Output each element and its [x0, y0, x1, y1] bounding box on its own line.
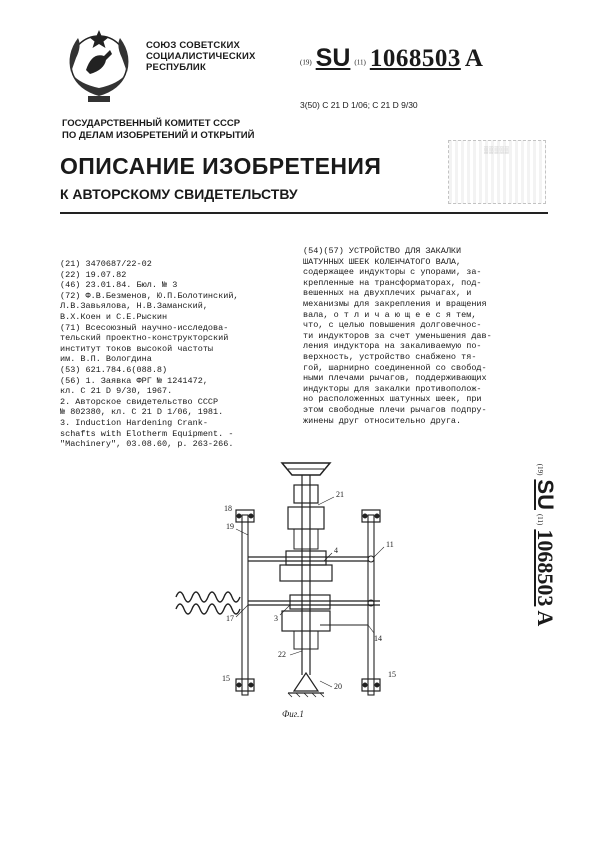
- claim-text: [303, 246, 548, 426]
- side-number-code: (11): [536, 513, 544, 526]
- country-label: SU: [315, 44, 351, 72]
- figure-label: 15: [388, 670, 396, 679]
- biblio-line: кл. С 21 D 9/30, 1967.: [60, 386, 173, 397]
- document-subtitle: К АВТОРСКОМУ СВИДЕТЕЛЬСТВУ: [60, 186, 298, 202]
- biblio-line: (53) 621.784.6(088.8): [60, 364, 168, 375]
- org-line-1: СОЮЗ СОВЕТСКИХ: [146, 40, 241, 51]
- biblio-line: институт токов высокой частоты: [60, 343, 214, 354]
- committee-name: [62, 118, 254, 142]
- org-line-2: СОЦИАЛИСТИЧЕСКИХ: [146, 51, 256, 62]
- claim-line: ными плечами рычагов, поддерживающих: [303, 373, 487, 384]
- claim-line: ления индуктора на закаливаемую по-: [303, 341, 482, 352]
- figure-label: 14: [374, 634, 382, 643]
- figure-label: 15: [222, 674, 230, 683]
- biblio-line: В.Х.Коен и С.Е.Рыскин: [60, 311, 168, 322]
- biblio-line: (56) 1. Заявка ФРГ № 1241472,: [60, 375, 208, 386]
- figure-label: 20: [334, 682, 342, 691]
- committee-line-1: ГОСУДАРСТВЕННЫЙ КОМИТЕТ СССР: [62, 118, 241, 129]
- claim-line: вешенных на двухплечих рычагах, и: [303, 288, 472, 299]
- figure-label: 11: [386, 540, 394, 549]
- biblio-line: тельский проектно-конструкторский: [60, 333, 229, 344]
- org-line-3: РЕСПУБЛИК: [146, 62, 206, 73]
- claim-line: ШАТУННЫХ ШЕЕК КОЛЕНЧАТОГО ВАЛА,: [303, 256, 462, 267]
- claim-line: ти индукторов за счет уменьшения дав-: [303, 330, 492, 341]
- committee-line-2: ПО ДЕЛАМ ИЗОБРЕТЕНИЙ И ОТКРЫТИЙ: [62, 130, 255, 141]
- biblio-line: им. В.П. Вологдина: [60, 354, 152, 365]
- claim-line: крепленные на трансформаторах, под-: [303, 277, 482, 288]
- biblio-line: (46) 23.01.84. Бюл. № 3: [60, 280, 178, 291]
- country-code-label: (19): [300, 58, 312, 67]
- claim-line: вала, о т л и ч а ю щ е е с я тем,: [303, 309, 477, 320]
- patent-number-value: 1068503: [369, 45, 461, 72]
- document-title: ОПИСАНИЕ ИЗОБРЕТЕНИЯ: [60, 153, 382, 179]
- figure-caption: Фиг.1: [282, 709, 304, 719]
- header-divider: [60, 212, 548, 214]
- figure-label: 17: [226, 614, 234, 623]
- claim-line: этом свободные плечи рычагов подпру-: [303, 404, 487, 415]
- side-country-code: (19): [536, 463, 544, 476]
- patent-number: [300, 44, 483, 73]
- figure-label: 22: [278, 650, 286, 659]
- side-patent-number: [525, 430, 565, 660]
- claim-line: механизмы для закрепления и вращения: [303, 298, 487, 309]
- biblio-line: № 802380, кл. С 21 D 1/06, 1981.: [60, 407, 224, 418]
- claim-line: содержащее индукторы с упорами, за-: [303, 267, 482, 278]
- side-patent-kind: A: [533, 610, 558, 627]
- biblio-line: "Machinery", 03.08.60, р. 263-266.: [60, 439, 234, 450]
- biblio-line: (71) Всесоюзный научно-исследова-: [60, 322, 229, 333]
- figure-label: 19: [226, 522, 234, 531]
- figure-label: 21: [336, 490, 344, 499]
- side-number-value: 1068503: [533, 529, 558, 607]
- number-code-label: (11): [354, 58, 366, 67]
- side-country-label: SU: [533, 479, 558, 510]
- biblio-line: schafts with Elotherm Equipment. -: [60, 428, 234, 439]
- technical-drawing: [170, 455, 410, 715]
- figure-label: 3: [274, 614, 278, 623]
- biblio-line: Л.В.Завьялова, Н.В.Заманский,: [60, 301, 208, 312]
- claim-line: (54)(57) УСТРОЙСТВО ДЛЯ ЗАКАЛКИ: [303, 246, 462, 256]
- claim-line: индукторы для закалки противополож-: [303, 383, 482, 394]
- biblio-line: (72) Ф.В.Безменов, Ю.П.Болотинский,: [60, 290, 239, 301]
- claim-line: верхность, устройство снабжено тя-: [303, 351, 477, 362]
- biblio-line: (22) 19.07.82: [60, 269, 127, 280]
- claim-line: что, с целью повышения долговечнос-: [303, 320, 482, 331]
- claim-line: гой, шарнирно соединенной со свобод-: [303, 362, 487, 373]
- claim-line: жинены друг относительно друга.: [303, 415, 462, 426]
- state-emblem-icon: [58, 24, 140, 106]
- figure-label: 4: [334, 546, 338, 555]
- patent-kind: A: [464, 45, 483, 72]
- ipc-classification: 3(50) С 21 D 1/06; С 21 D 9/30: [300, 100, 418, 110]
- figure-label: 18: [224, 504, 232, 513]
- biblio-line: (21) 3470687/22-02: [60, 259, 152, 269]
- library-stamp: ▒▒▒▒▒: [448, 140, 546, 204]
- bibliographic-data: [60, 259, 285, 450]
- organization-name: [146, 40, 256, 73]
- biblio-line: 2. Авторское свидетельство СССР: [60, 396, 219, 407]
- biblio-line: 3. Induction Hardening Crank-: [60, 417, 208, 428]
- claim-line: но расположенных шатунных шеек, при: [303, 394, 482, 405]
